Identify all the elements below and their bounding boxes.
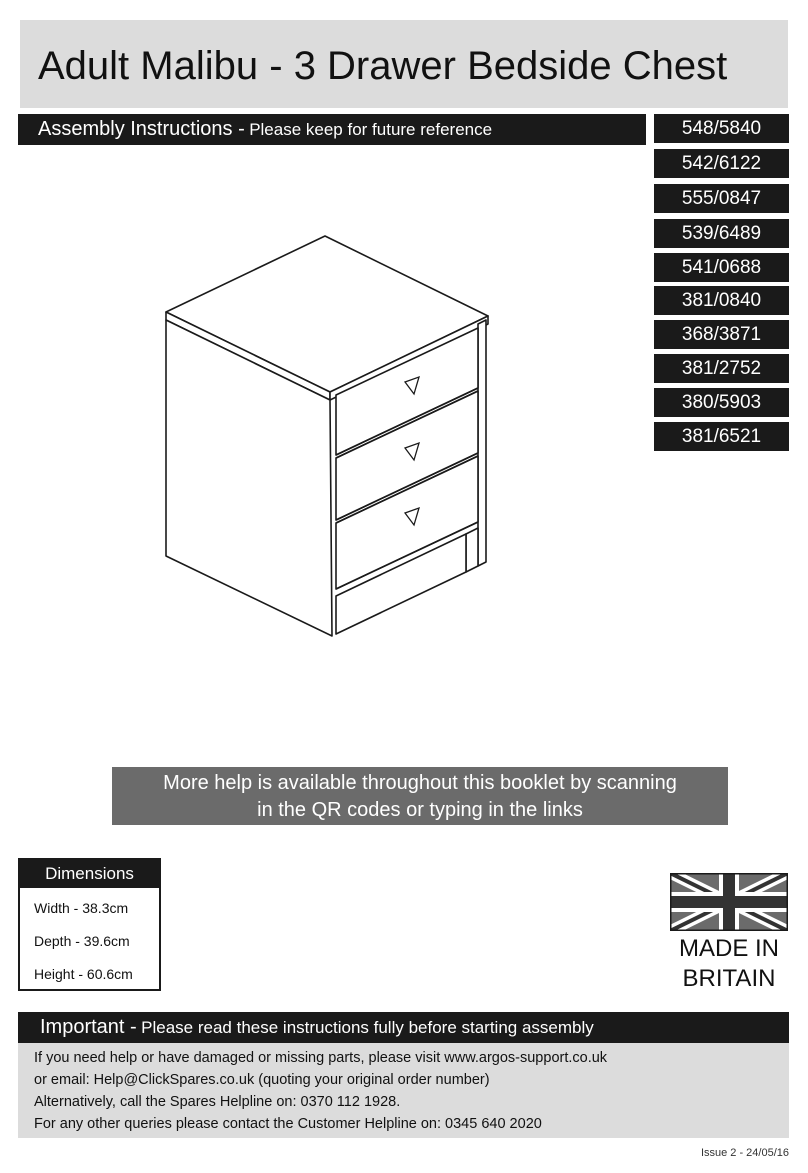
issue-date: Issue 2 - 24/05/16 (700, 1147, 789, 1159)
product-code-2: 542/6122 (654, 149, 789, 178)
title-product-type: 3 Drawer Bedside Chest (293, 44, 728, 88)
product-code-9: 380/5903 (654, 388, 789, 417)
keep-reference-note: Please keep for future reference (249, 120, 493, 139)
contact-line-3: Alternatively, call the Spares Helpline on: 0370 112 1928. (34, 1094, 401, 1110)
product-code-3: 555/0847 (654, 184, 789, 213)
title-product-name: Adult Malibu - (38, 44, 283, 88)
product-code-1: 548/5840 (654, 114, 789, 143)
contact-line-2: or email: Help@ClickSpares.co.uk (quoting your original order number) (34, 1072, 490, 1088)
important-text: Please read these instructions fully before starting assembly (141, 1018, 594, 1037)
made-in-britain (668, 934, 790, 994)
important-label: Important - (40, 1016, 137, 1038)
dimensions-box (18, 858, 161, 991)
product-code-5: 541/0688 (654, 253, 789, 282)
made-in-line-2: BRITAIN (682, 965, 776, 992)
help-banner (112, 767, 728, 825)
important-bar (18, 1012, 789, 1043)
product-code-7: 368/3871 (654, 320, 789, 349)
page-title (38, 42, 727, 90)
dimension-width: Width - 38.3cm (34, 900, 129, 916)
made-in-line-1: MADE IN (678, 935, 779, 962)
help-banner-line-2: in the QR codes or typing in the links (257, 799, 583, 821)
contact-line-1: If you need help or have damaged or missing parts, please visit www.argos-support.co.uk (34, 1050, 608, 1066)
dimensions-header: Dimensions (20, 860, 159, 888)
bedside-chest-illustration (150, 225, 500, 645)
assembly-instructions-bar (18, 114, 646, 145)
help-banner-line-1: More help is available throughout this booklet by scanning (163, 772, 677, 794)
product-code-10: 381/6521 (654, 422, 789, 451)
product-code-4: 539/6489 (654, 219, 789, 248)
dimension-height: Height - 60.6cm (34, 966, 133, 982)
product-code-6: 381/0840 (654, 286, 789, 315)
dimension-depth: Depth - 39.6cm (34, 933, 130, 949)
product-code-8: 381/2752 (654, 354, 789, 383)
assembly-instructions-label: Assembly Instructions - (38, 118, 245, 140)
union-jack-flag-icon (670, 873, 788, 931)
contact-line-4: For any other queries please contact the Customer Helpline on: 0345 640 2020 (34, 1116, 542, 1132)
